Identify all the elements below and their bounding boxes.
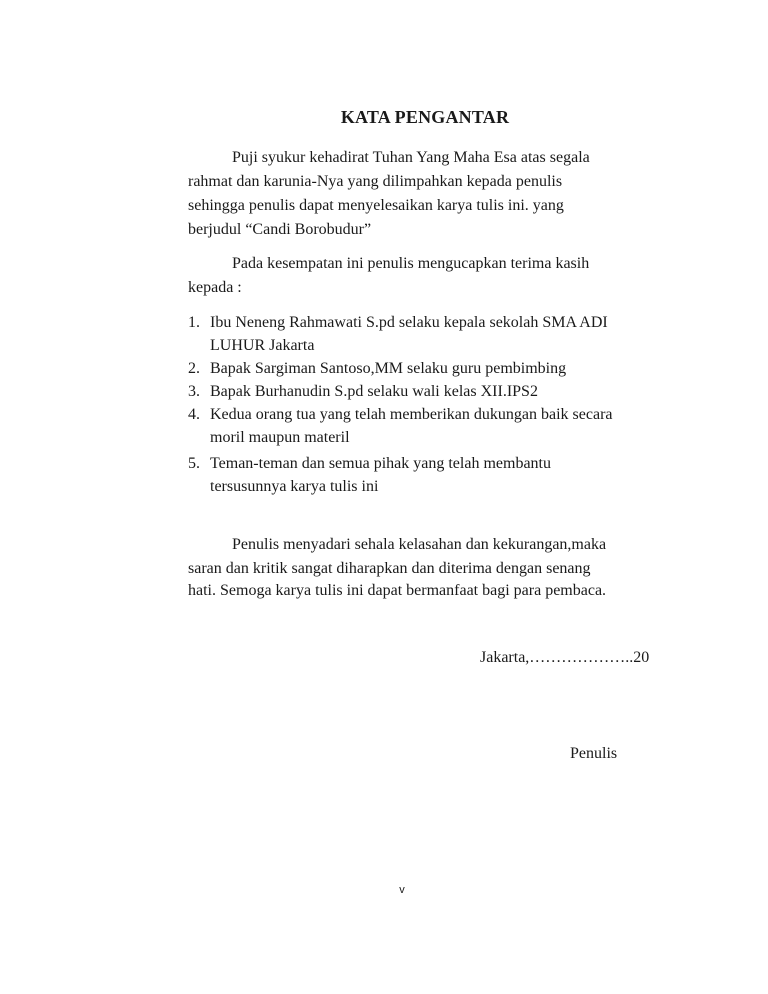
closing-line-1: Penulis menyadari sehala kelasahan dan kekurangan,maka: [232, 536, 607, 553]
thanks-intro-line-2: kepada :: [188, 279, 242, 296]
list-number: 5.: [188, 455, 200, 472]
list-item-text: Bapak Burhanudin S.pd selaku wali kelas XII.IPS2: [210, 383, 538, 400]
list-item-text: Teman-teman dan semua pihak yang telah membantu: [210, 455, 551, 472]
page-title: KATA PENGANTAR: [340, 107, 510, 127]
signature-name: Penulis: [570, 745, 618, 762]
list-item-text-continued: tersusunnya karya tulis ini: [210, 478, 379, 495]
list-item-text: Bapak Sargiman Santoso,MM selaku guru pembimbing: [210, 360, 567, 377]
list-item-text-continued: LUHUR Jakarta: [210, 337, 315, 354]
intro-line-2: rahmat dan karunia-Nya yang dilimpahkan kepada penulis: [188, 173, 563, 190]
list-item-text: Kedua orang tua yang telah memberikan dukungan baik secara: [210, 406, 613, 423]
thanks-intro-line-1: Pada kesempatan ini penulis mengucapkan terima kasih: [232, 255, 590, 272]
intro-line-4: berjudul “Candi Borobudur”: [188, 221, 372, 238]
list-number: 2.: [188, 360, 200, 377]
list-number: 1.: [188, 314, 200, 331]
closing-line-2: saran dan kritik sangat diharapkan dan diterima dengan senang: [188, 560, 591, 577]
list-item-text-continued: moril maupun materil: [210, 429, 350, 446]
intro-line-1: Puji syukur kehadirat Tuhan Yang Maha Esa atas segala: [232, 149, 590, 166]
place-date: Jakarta,………………..20: [480, 649, 650, 666]
closing-line-3: hati. Semoga karya tulis ini dapat bermanfaat bagi para pembaca.: [188, 582, 607, 599]
page-number: v: [399, 884, 405, 896]
list-number: 4.: [188, 406, 200, 423]
list-number: 3.: [188, 383, 200, 400]
intro-line-3: sehingga penulis dapat menyelesaikan karya tulis ini. yang: [188, 197, 564, 214]
list-item-text: Ibu Neneng Rahmawati S.pd selaku kepala sekolah SMA ADI: [210, 314, 608, 331]
